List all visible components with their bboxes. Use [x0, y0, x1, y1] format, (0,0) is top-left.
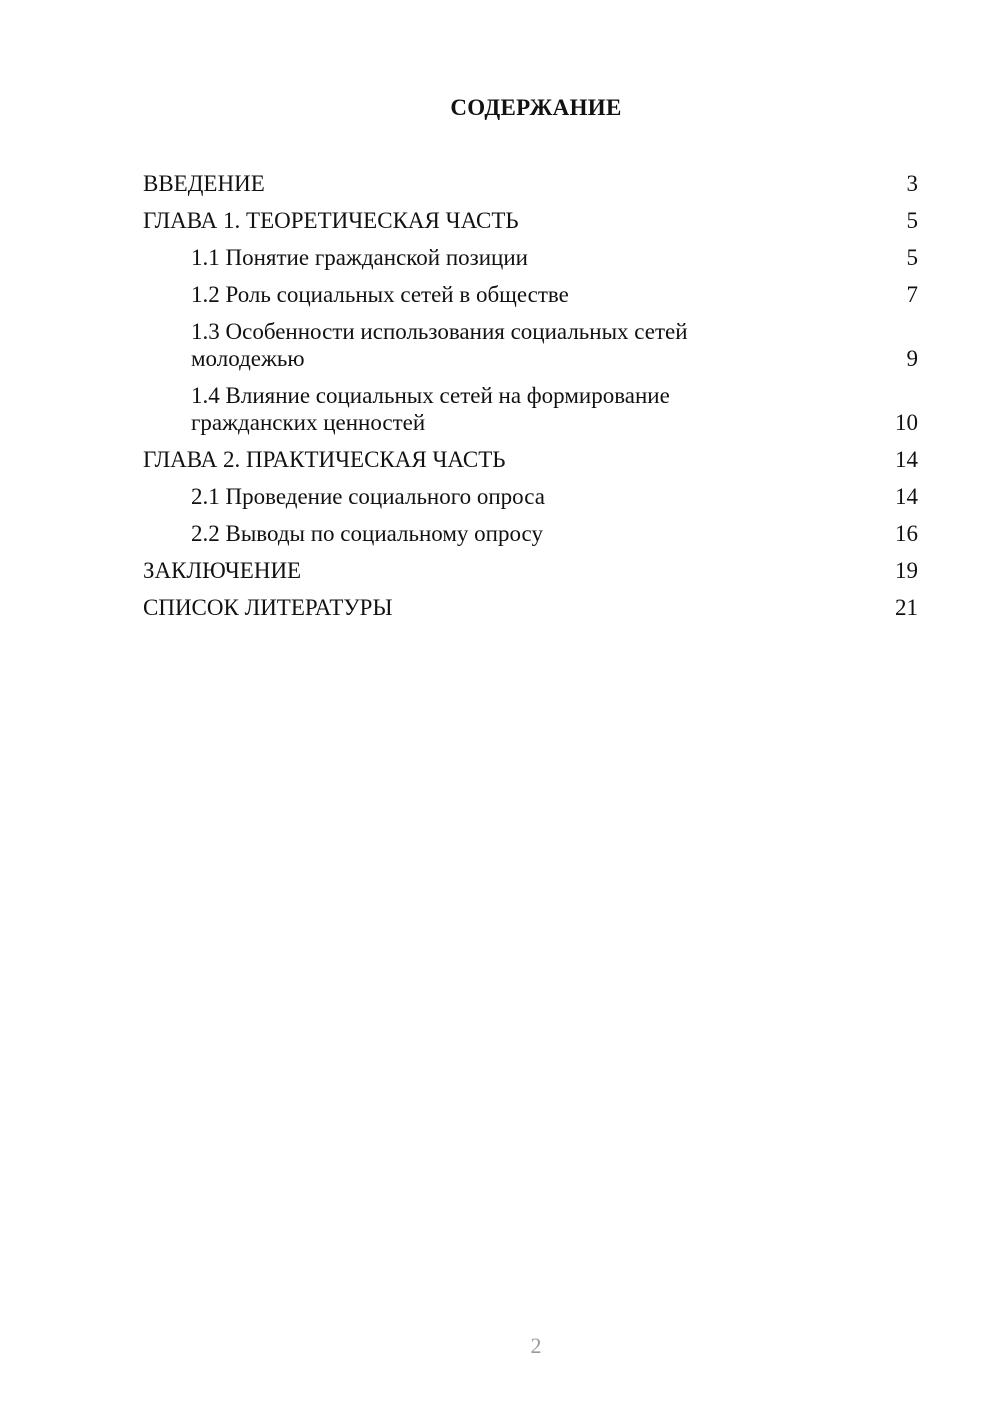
page-number: 2: [530, 1333, 542, 1358]
toc-entry-page: 10: [895, 410, 918, 435]
toc-entry-section-1-3: [143, 318, 918, 372]
toc-entry-section-2-2: [143, 520, 918, 547]
toc-entry-section-1-1: [143, 244, 918, 271]
toc-entry-chapter-2: [143, 446, 918, 473]
toc-entry-page: 14: [895, 484, 918, 509]
toc-entry-page: 9: [906, 346, 918, 371]
toc-entry-label: ВВЕДЕНИЕ: [143, 171, 265, 196]
toc-entry-label: ГЛАВА 1. ТЕОРЕТИЧЕСКАЯ ЧАСТЬ: [143, 208, 519, 233]
table-of-contents: [143, 170, 918, 631]
toc-entry-label: СПИСОК ЛИТЕРАТУРЫ: [143, 595, 393, 620]
toc-entry-label: 2.1 Проведение социального опроса: [191, 484, 545, 509]
toc-entry-page: 14: [895, 447, 918, 472]
toc-entry-label: 1.3 Особенности использования социальных сетей молодежью: [191, 319, 688, 371]
toc-entry-page: 3: [906, 171, 918, 196]
toc-entry-page: 21: [895, 595, 918, 620]
toc-entry-label: 1.1 Понятие гражданской позиции: [191, 245, 528, 270]
toc-entry-page: 5: [906, 208, 918, 233]
toc-entry-label: ГЛАВА 2. ПРАКТИЧЕСКАЯ ЧАСТЬ: [143, 447, 506, 472]
toc-entry-label: 2.2 Выводы по социальному опросу: [191, 521, 543, 546]
toc-entry-page: 5: [906, 245, 918, 270]
toc-entry-conclusion: [143, 557, 918, 584]
toc-entry-introduction: [143, 170, 918, 197]
toc-entry-page: 16: [895, 521, 918, 546]
toc-title: СОДЕРЖАНИЕ: [450, 95, 622, 120]
toc-entry-section-1-4: [143, 382, 918, 436]
toc-entry-label: 1.2 Роль социальных сетей в обществе: [191, 282, 569, 307]
toc-entry-bibliography: [143, 594, 918, 621]
toc-entry-page: 19: [895, 558, 918, 583]
toc-entry-label: 1.4 Влияние социальных сетей на формирование гражданских ценностей: [191, 383, 670, 435]
toc-entry-label: ЗАКЛЮЧЕНИЕ: [143, 558, 302, 583]
toc-entry-page: 7: [906, 282, 918, 307]
toc-entry-section-1-2: [143, 281, 918, 308]
toc-entry-chapter-1: [143, 207, 918, 234]
toc-entry-section-2-1: [143, 483, 918, 510]
